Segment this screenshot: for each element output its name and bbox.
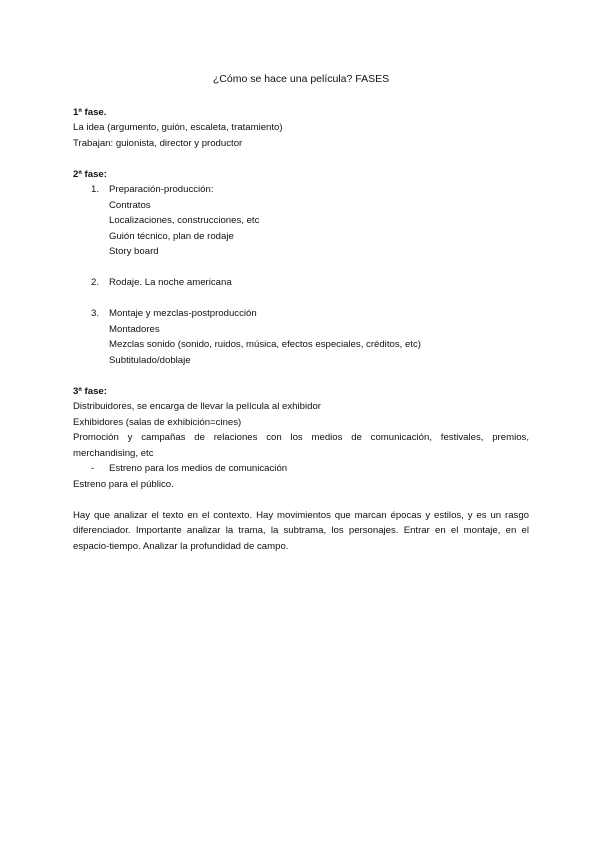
dash-list-item: [73, 461, 529, 477]
phase2-heading: 2ª fase:: [73, 168, 107, 180]
closing-line: espacio-tiempo. Analizar la profundidad de campo.: [73, 540, 289, 552]
phase2-item: [73, 182, 529, 260]
sub-item: Mezclas sonido (sonido, ruidos, música, efectos especiales, créditos, etc): [109, 339, 421, 350]
phase1-heading: 1ª fase.: [73, 106, 107, 118]
phase3-line: Distribuidores, se encarga de llevar la película al exhibidor: [73, 401, 321, 412]
dash-bullet: -: [91, 463, 95, 474]
sub-item: Story board: [109, 246, 159, 257]
item-label: Preparación-producción:: [109, 184, 214, 195]
document-body: [73, 72, 529, 554]
phase3-line: merchandising, etc: [73, 447, 154, 459]
page-title: ¿Cómo se hace una película? FASES: [212, 73, 390, 85]
sub-item: Subtitulado/doblaje: [109, 354, 191, 366]
sub-item: Contratos: [109, 199, 151, 211]
item-label: Montaje y mezclas-postproducción: [109, 308, 257, 319]
phase3-line: Exhibidores (salas de exhibición=cines): [73, 416, 242, 428]
phase3-heading: 3ª fase:: [73, 385, 107, 397]
phase2-item: [73, 275, 529, 291]
phase1-line: Trabajan: guionista, director y productor: [73, 137, 243, 149]
closing-line: diferenciador. Importante analizar la trama, la subtrama, los personajes. Entrar en el montaje, en el: [73, 525, 529, 536]
phase3-line: Estreno para el público.: [73, 478, 174, 490]
phase1-line: La idea (argumento, guión, escaleta, tratamiento): [73, 122, 283, 133]
sub-item: Guión técnico, plan de rodaje: [109, 230, 234, 242]
item-number: 2.: [91, 277, 100, 288]
sub-item: Montadores: [109, 323, 160, 335]
item-number: 1.: [91, 184, 100, 195]
closing-line: Hay que analizar el texto en el contexto. Hay movimientos que marcan épocas y estilos, y es un rasgo: [73, 509, 529, 521]
item-label: Rodaje. La noche americana: [109, 277, 232, 288]
phase3-line: Promoción y campañas de relaciones con los medios de comunicación, festivales, premios,: [73, 432, 529, 443]
dash-item-text: Estreno para los medios de comunicación: [109, 463, 288, 474]
item-number: 3.: [91, 308, 100, 319]
phase2-item: [73, 306, 529, 368]
sub-item: Localizaciones, construcciones, etc: [109, 215, 260, 226]
